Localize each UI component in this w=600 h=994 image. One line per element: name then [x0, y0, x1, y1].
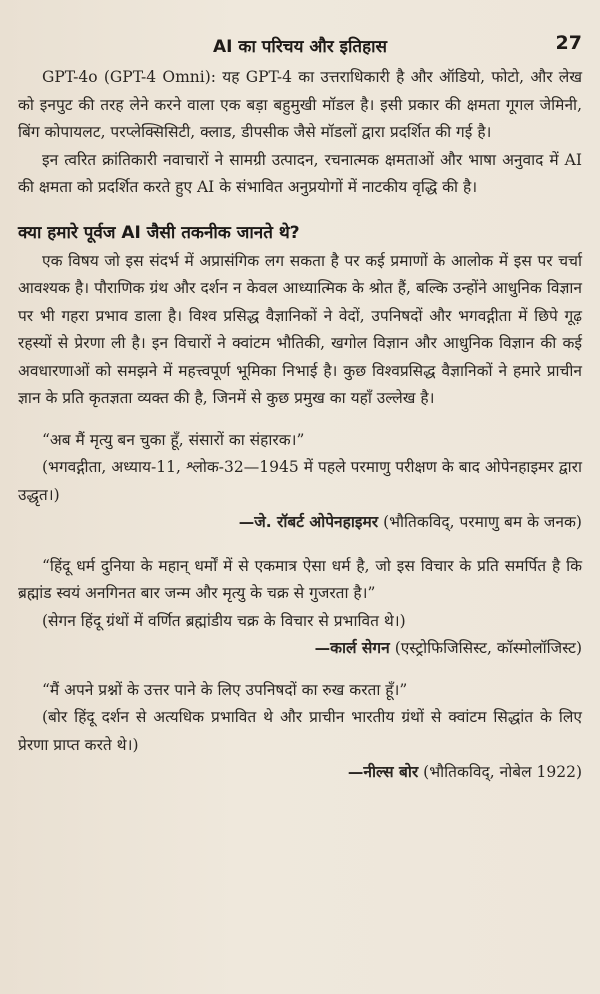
intro-paragraph-1: GPT-4o (GPT-4 Omni): यह GPT-4 का उत्तराधिकारी है और ऑडियो, फोटो, और लेख को इनपुट की तरह लेने करने वाला एक बड़ा बहुमुखी मॉडल है। इसी प्रकार की क्षमता गूगल जेमिनी, बिंग कोपायलट, परप्लेक्सिसिटी, क्लाड, डीपसीक जैसे मॉडलों द्वारा प्रदर्शित की गई है।: [18, 68, 582, 141]
quote-note: (सेगन हिंदू ग्रंथों में वर्णित ब्रह्मांडीय चक्र के विचार से प्रभावित थे।): [42, 611, 406, 630]
section-heading: क्या हमारे पूर्वज AI जैसी तकनीक जानते थे?: [18, 222, 300, 243]
page-number: 27: [555, 32, 582, 54]
quote-note: (भगवद्गीता, अध्याय-11, श्लोक-32—1945 में पहले परमाणु परीक्षण के बाद ओपेनहाइमर द्वारा उद्धृत।): [18, 458, 582, 504]
intro-paragraph-2: इन त्वरित क्रांतिकारी नवाचारों ने सामग्री उत्पादन, रचनात्मक क्षमताओं और भाषा अनुवाद में AI की क्षमता को प्रदर्शित करते हुए AI के संभावित अनुप्रयोगों में नाटकीय वृद्धि की है।: [18, 150, 582, 196]
quote-text: “अब मैं मृत्यु बन चुका हूँ, संसारों का संहारक।”: [42, 430, 305, 449]
quote-attribution: [18, 759, 582, 787]
running-title: AI का परिचय और इतिहास: [213, 37, 387, 57]
attribution-role: (एस्ट्रोफिजिसिस्ट, कॉस्मोलॉजिस्ट): [394, 639, 582, 657]
quote-attribution: [18, 635, 582, 663]
attribution-name: —कार्ल सेगन: [314, 639, 390, 657]
attribution-role: (भौतिकविद्, परमाणु बम के जनक): [383, 513, 582, 531]
quote-block-bohr: [18, 677, 582, 787]
quote-text: “मैं अपने प्रश्नों के उत्तर पाने के लिए उपनिषदों का रुख करता हूँ।”: [42, 680, 408, 699]
quote-note: (बोर हिंदू दर्शन से अत्यधिक प्रभावित थे और प्राचीन भारतीय ग्रंथों से क्वांटम सिद्धांत के लिए प्रेरणा प्राप्त करते थे।): [18, 708, 582, 754]
page-content: [18, 64, 582, 787]
quote-attribution: [18, 509, 582, 537]
quote-block-oppenheimer: [18, 427, 582, 537]
quote-text: “हिंदू धर्म दुनिया के महान् धर्मों में से एकमात्र ऐसा धर्म है, जो इस विचार के प्रति समर्पित है कि ब्रह्मांड स्वयं अनगिनत बार जन्म और मृत्यु के चक्र से गुजरता है।”: [18, 556, 582, 602]
attribution-name: —जे. रॉबर्ट ओपेनहाइमर: [238, 513, 379, 531]
attribution-name: —नील्स बोर: [347, 763, 419, 781]
attribution-role: (भौतिकविद्, नोबेल 1922): [423, 763, 582, 781]
page-header: [18, 30, 582, 64]
quote-block-sagan: [18, 553, 582, 663]
section-paragraph: एक विषय जो इस संदर्भ में अप्रासंगिक लग सकता है पर कई प्रमाणों के आलोक में इस पर चर्चा आवश्यक है। पौराणिक ग्रंथ और दर्शन न केवल आध्यात्मिक के श्रोत हैं, बल्कि उन्होंने आधुनिक विज्ञान पर भी गहरा प्रभाव डाला है। विश्व प्रसिद्ध वैज्ञानिकों ने वेदों, उपनिषदों और भगवद्गीता में छिपे गूढ़ रहस्यों से प्रेरणा ली है। इन विचारों ने क्वांटम भौतिकी, खगोल विज्ञान और आधुनिक विज्ञान की कई अवधारणाओं को समझने में महत्त्वपूर्ण भूमिका निभाई है। कुछ विश्वप्रसिद्ध वैज्ञानिकों ने हमारे प्राचीन ज्ञान के प्रति कृतज्ञता व्यक्त की है, जिनमें से कुछ प्रमुख का यहाँ उल्लेख है।: [18, 251, 582, 407]
